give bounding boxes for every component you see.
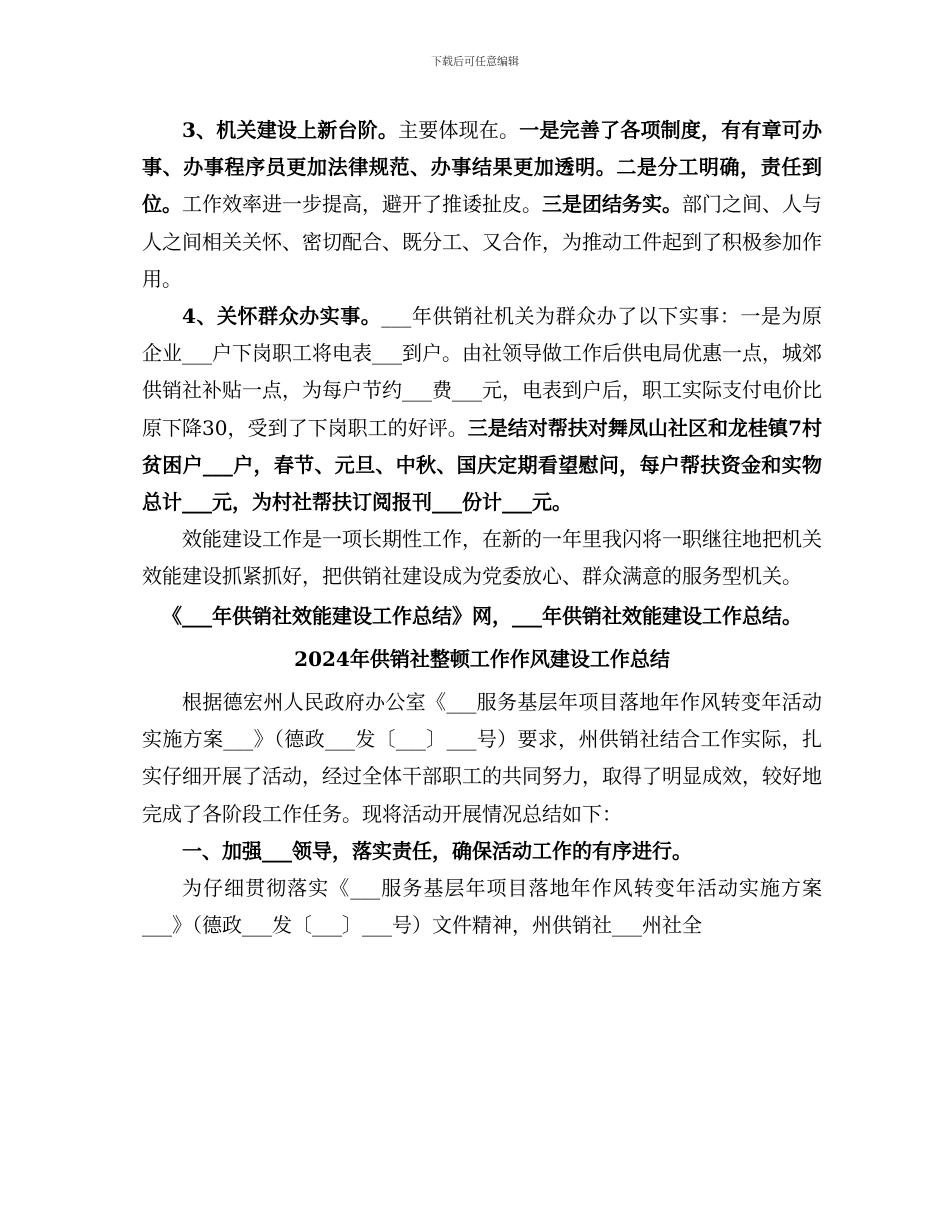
section-4-heading: 4、关怀群众办实事。 bbox=[182, 304, 382, 329]
heading-one: 一、加强___领导，落实责任，确保活动工作的有序进行。 bbox=[182, 838, 692, 863]
section-3-text-2: 工作效率进一步提高，避开了推诿扯皮。 bbox=[182, 192, 542, 217]
section-4-bold-1: 三是结对帮扶对舞凤山社区和龙桂镇7村贫困户___户，春节、元旦、中秋、国庆定期看望慰问，每户帮扶资金和实物总计___元，为村社帮扶订阅报刊___份计___元。 bbox=[142, 415, 823, 515]
paragraph-intro: 根据德宏州人民政府办公室《___服务基层年项目落地年作风转变年活动实施方案___》（德政___发〔___〕___号）要求，州供销社结合工作实际，扎实仔细开展了活动，经过全体干部职工的共同努力，取得了明显成效，较好地完成了各阶段工作任务。现将活动开展情况总结如下： bbox=[142, 690, 822, 826]
section-3-bold-1: 一是完善了各项制度，有有章可办事、办事程序员更加法律规范、办事结果更加透明。二是分工明确，责任到位。 bbox=[142, 118, 823, 217]
section-3-heading: 3、机关建设上新台阶。 bbox=[182, 118, 399, 142]
article-title-1: 《___年供销社效能建设工作总结》网，___年供销社效能建设工作总结。 bbox=[162, 603, 802, 628]
paragraph-section-3 bbox=[142, 112, 822, 298]
paragraph-last: 为仔细贯彻落实《___服务基层年项目落地年作风转变年活动实施方案___》（德政___发〔___〕___号）文件精神，州供销社___州社全 bbox=[142, 876, 822, 938]
section-3-bold-2: 三是团结务实。 bbox=[542, 192, 682, 217]
section-3-text-1: 主要体现在。 bbox=[398, 118, 520, 142]
section-4-text-1: ___年供销社机关为群众办了以下实事：一是为原企业___户下岗职工将电表___到户。由社领导做工作后供电局优惠一点，城郊供销社补贴一点，为每户节约___费___元，电表到户后，职工实际支付电价比原下降30，受到了下岗职工的好评。 bbox=[142, 304, 822, 440]
section-3-text-3: 部门之间、人与人之间相关关怀、密切配合、既分工、又合作，为推动工件起到了积极参加作用。 bbox=[142, 192, 822, 291]
document-body bbox=[142, 112, 822, 944]
paragraph-closing: 效能建设工作是一项长期性工作，在新的一年里我闪将一职继往地把机关效能建设抓紧抓好，把供销社建设成为党委放心、群众满意的服务型机关。 bbox=[142, 527, 822, 589]
article-title-2: 2024年供销社整顿工作作风建设工作总结 bbox=[294, 646, 670, 671]
page-header: 下载后可任意编辑 bbox=[431, 55, 519, 68]
paragraph-section-4 bbox=[142, 298, 822, 521]
